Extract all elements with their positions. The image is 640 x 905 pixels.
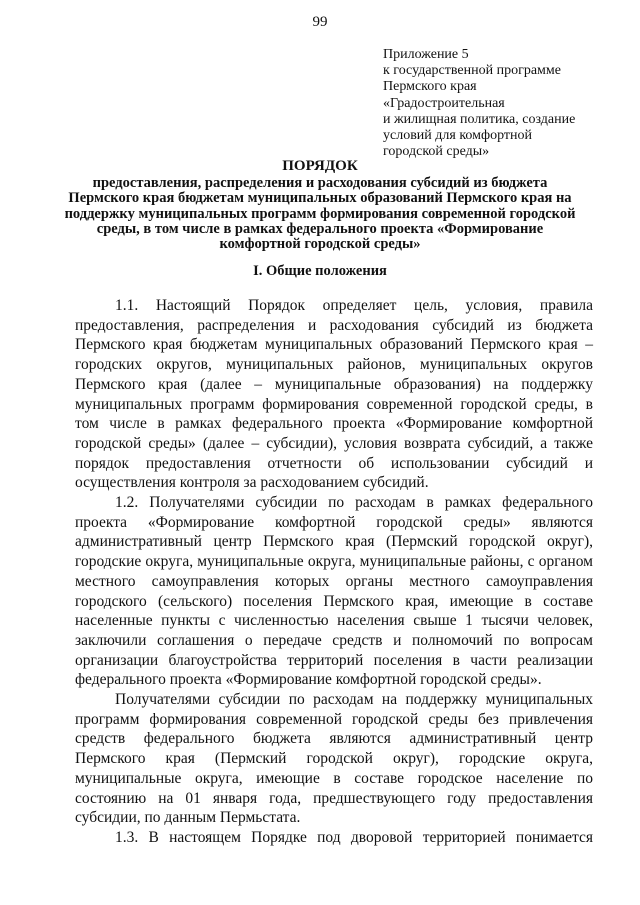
page-number: 99 [312,14,328,30]
title-subtitle: предоставления, распределения и расходования субсидий из бюджета Пермского края бюджетам муниципальных образований Пермского края на поддержку муниципальных программ формирования современной городской среды, в том числе в рамках федерального проекта «Формирование комфортной городской среды» [64,175,576,253]
document-title [60,159,580,252]
section-heading: I. Общие положения [253,263,387,279]
paragraph: 1.2. Получателями субсидии по расходам в рамках федерального проекта «Формирование комфортной городской среды» являются административный центр Пермского края (Пермский городской округ), городские округа, муниципальные округа, муниципальные районы, с органом местного самоуправления которых органы местного самоуправления городского (сельского) поселения Пермского края, имеющие в составе населенные пункты с численностью населения свыше 1 тысячи человек, заключили соглашения о передаче средств и полномочий по вопросам организации благоустройства территорий поселения в части реализации федерального проекта «Формирование комфортной городской среды». [75,494,593,689]
paragraph: 1.3. В настоящем Порядке под дворовой территорией понимается [115,828,593,846]
appendix-line: и жилищная политика, создание [383,111,576,127]
paragraph: 1.1. Настоящий Порядок определяет цель, условия, правила предоставления, распределения и расходования субсидий из бюджета Пермского края бюджетам муниципальных образований Пермского края – городских округов, муниципальных районов, муниципальных округов Пермского края (далее – муниципальные образования) на поддержку муниципальных программ формирования современной городской среды, в том числе в рамках федерального проекта «Формирование комфортной городской среды» (далее – субсидии), условия возврата субсидий, а также порядок предоставления отчетности об использовании субсидий и осуществления контроля за расходованием субсидий. [75,297,593,492]
appendix-line: условий для комфортной [383,128,533,144]
title-main: ПОРЯДОК [282,158,358,174]
appendix-line: городской среды» [383,144,490,160]
appendix-line: «Градостроительная [383,95,505,111]
appendix-line: к государственной программе [383,63,561,79]
paragraph: Получателями субсидии по расходам на поддержку муниципальных программ формирования современной городской среды без привлечения средств федерального бюджета являются административный центр Пермского края (Пермский городской округ), городские округа, муниципальные округа, имеющие в составе городское население по состоянию на 01 января года, предшествующего году предоставления субсидии, по данным Пермьстата. [75,691,593,827]
document-body [75,296,593,848]
appendix-line: Приложение 5 [383,47,469,62]
appendix-line: Пермского края [383,79,477,95]
appendix-note [383,47,623,160]
